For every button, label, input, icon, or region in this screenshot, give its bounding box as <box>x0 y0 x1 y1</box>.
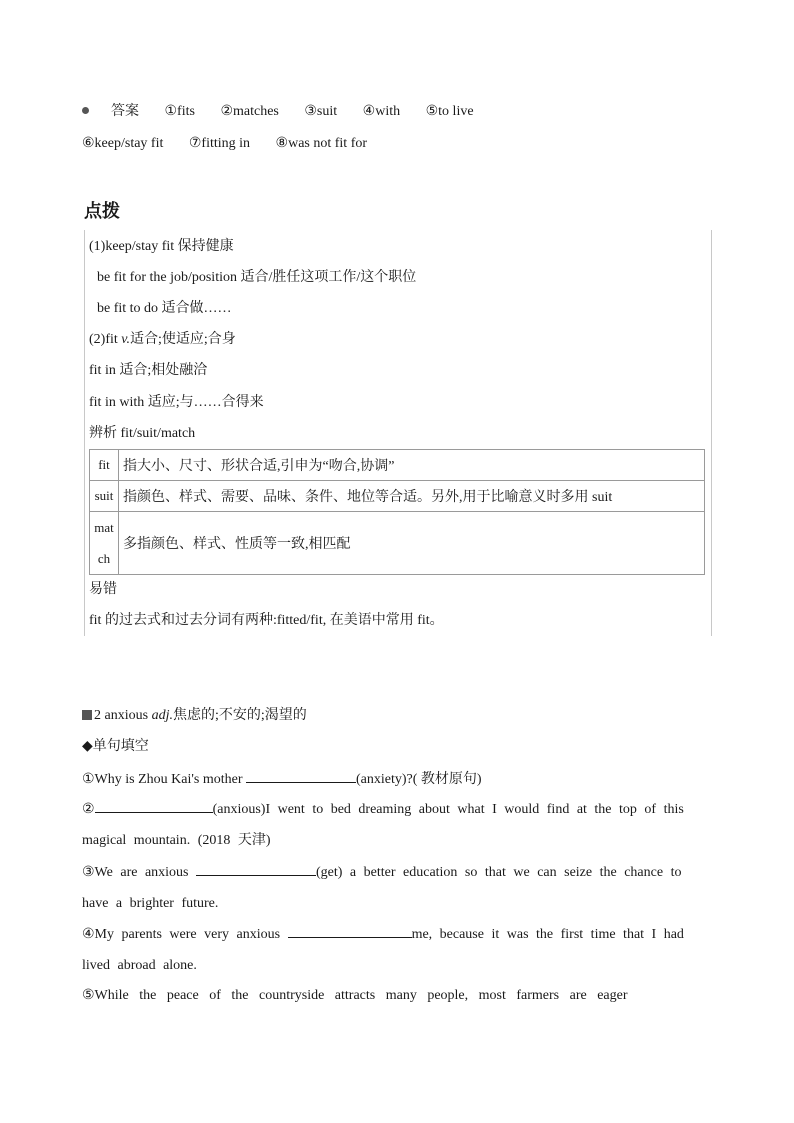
tip-line: fit in with 适应;与……合得来 <box>89 395 264 410</box>
table-desc: 指大小、尺寸、形状合适,引申为“吻合,协调” <box>119 450 705 481</box>
question-3: ③We are anxious (get) a better education so that we can seize the chance to have a brighter future. <box>82 857 710 919</box>
table-key: fit <box>90 450 119 481</box>
answer-item: ②matches <box>220 104 279 119</box>
answer-blank[interactable] <box>288 923 412 938</box>
answer-item: ①fits <box>164 104 195 119</box>
section-title: 2 anxious adj.焦虑的;不安的;渴望的 <box>82 706 307 726</box>
answer-blank[interactable] <box>246 768 356 783</box>
section-subtitle: ◆单句填空 <box>82 739 149 754</box>
tips-box <box>84 230 712 636</box>
table-desc: 指颜色、样式、需要、品味、条件、地位等合适。另外,用于比喻意义时多用 suit <box>119 481 705 512</box>
tips-heading: 点拨 <box>84 201 120 222</box>
answer-item: ⑥keep/stay fit <box>82 136 164 151</box>
answer-item: ⑦fitting in <box>188 136 251 151</box>
bullet-icon <box>82 107 89 114</box>
answer-blank[interactable] <box>196 861 316 876</box>
answers-label: 答案 <box>82 104 139 119</box>
tip-line: (1)keep/stay fit 保持健康 <box>89 239 234 254</box>
answer-item: ⑤to live <box>425 104 474 119</box>
tip-line: 易错 <box>89 582 117 597</box>
tip-line: (2)fit v.适合;使适应;合身 <box>89 332 236 347</box>
answers-row-2 <box>82 134 367 154</box>
tip-line: be fit to do 适合做…… <box>97 301 232 316</box>
question-2: ② (anxious)I went to bed dreaming about what I would find at the top of this magical mountain. (2018 天津) <box>82 794 710 856</box>
comparison-table <box>89 449 705 575</box>
question-1: ①Why is Zhou Kai's mother (anxiety)?( 教材原句) <box>82 768 482 790</box>
tip-line: 辨析 fit/suit/match <box>89 426 196 441</box>
table-key: mat ch <box>90 512 119 575</box>
table-key: suit <box>90 481 119 512</box>
question-5: ⑤While the peace of the countryside attracts many people, most farmers are eager <box>82 988 628 1003</box>
answer-item: ③suit <box>304 104 338 119</box>
table-desc: 多指颜色、样式、性质等一致,相匹配 <box>119 512 705 575</box>
tip-line: fit 的过去式和过去分词有两种:fitted/fit, 在美语中常用 fit。 <box>89 613 444 628</box>
answer-blank[interactable] <box>95 798 213 813</box>
table-row <box>90 450 705 481</box>
answer-item: ④with <box>362 104 401 119</box>
tip-line: fit in 适合;相处融洽 <box>89 363 208 378</box>
square-bullet-icon <box>82 710 92 720</box>
answer-item: ⑧was not fit for <box>275 136 368 151</box>
table-row <box>90 512 705 575</box>
table-row <box>90 481 705 512</box>
tip-line: be fit for the job/position 适合/胜任这项工作/这个职位 <box>97 270 417 285</box>
answers-row-1 <box>82 102 474 122</box>
question-4: ④My parents were very anxious me, because it was the first time that I had lived abroad alone. <box>82 919 710 981</box>
